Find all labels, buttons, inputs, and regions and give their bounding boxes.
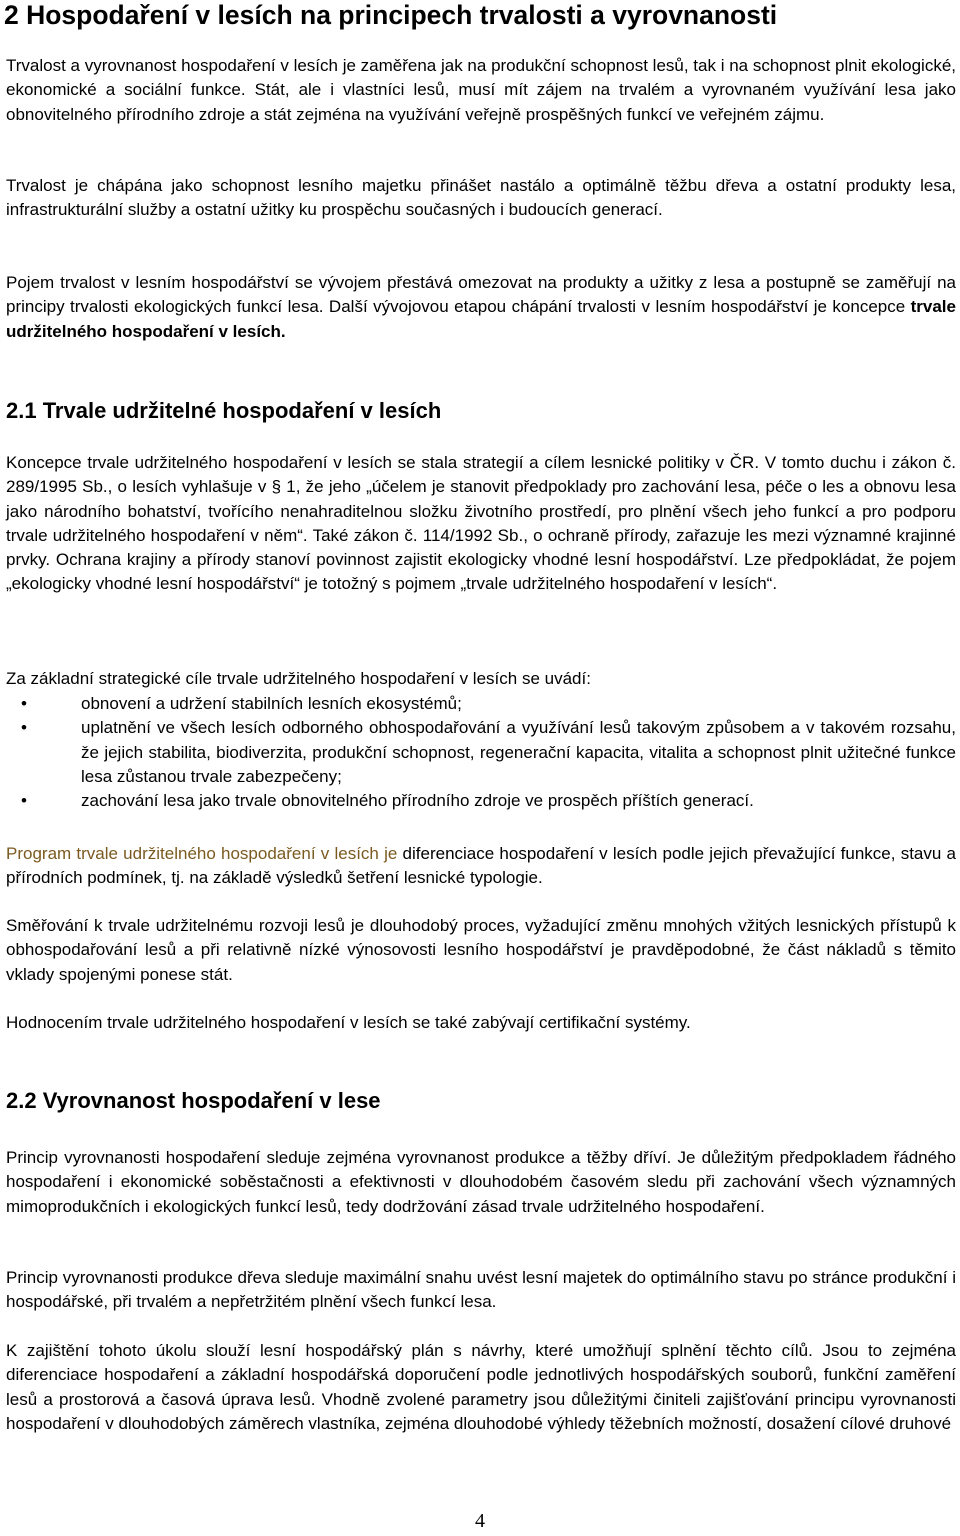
paragraph-concept-law: Koncepce trvale udržitelného hospodaření v lesích se stala strategií a cílem lesnické politiky v ČR. V tomto duchu i zákon č. 289/1995 Sb., o lesích vyhlašuje v § 1, že jeho „účelem je stanovit předpoklady pro zachování lesa, péče o les a obnovu lesa jako národního bohatství, tvořícího nenahraditelnou složku životního prostředí, pro plnění všech jeho funkcí a pro podporu trvale udržitelného hospodaření v něm“. Také zákon č. 114/1992 Sb., o ochraně přírody, zařazuje les mezi významné krajinné prvky. Ochrana krajiny a přírody stanoví povinnost zajistit ekologicky vhodné lesní hospodářství. Lze předpokládat, že pojem „ekologicky vhodné lesní hospodářství“ je totožný s pojmem „trvale udržitelného hospodaření v lesích“.: [6, 453, 956, 594]
goals-list: [6, 692, 956, 813]
page-number: 4: [475, 1510, 485, 1532]
paragraph-forest-plan: K zajištění tohoto úkolu slouží lesní hospodářský plán s návrhy, které umožňují splnění těchto cílů. Jsou to zejména diferenciace hospodaření a základní hospodářská doporučení podle jednotlivých hospodářských souborů, funkční zaměření lesů a prostorová a časová úprava lesů. Vhodně zvolené parametry jsou důležitými činiteli zajišťování principu vyrovnanosti hospodaření v dlouhodobých záměrech vlastníka, zejména dlouhodobé výhledy těžebních možností, dosažení cílové druhové: [6, 1341, 956, 1433]
paragraph-certification: Hodnocením trvale udržitelného hospodaření v lesích se také zabývají certifikační systémy.: [6, 1013, 691, 1032]
colored-phrase: Program trvale udržitelného hospodaření v lesích je: [6, 844, 398, 863]
paragraph-goals-intro: Za základní strategické cíle trvale udržitelného hospodaření v lesích se uvádí:: [6, 669, 591, 688]
paragraph-balance-principle: Princip vyrovnanosti hospodaření sleduje zejména vyrovnanost produkce a těžby dříví. Je důležitým předpokladem řádného hospodaření i ekonomické soběstačnosti a efektivnosti v dlouhodobém časovém sledu při zachování všech významných mimoprodukčních i ekologických funkcí lesů, tedy dodržování zásad trvale udržitelného hospodaření.: [6, 1148, 956, 1216]
list-item: • obnovení a udržení stabilních lesních ekosystémů;: [6, 692, 956, 716]
paragraph-intro: Trvalost a vyrovnanost hospodaření v lesích je zaměřena jak na produkční schopnost lesů, tak i na schopnost plnit ekologické, ekonomické a sociální funkce. Stát, ale i vlastníci lesů, musí mít zájem na trvalém a vyrovnaném využívání lesa jako obnovitelného přírodního zdroje a stát zejména na využívání veřejně prospěšných funkcí ve veřejném zájmu.: [6, 56, 957, 124]
section-heading-2-1: 2.1 Trvale udržitelné hospodaření v lesích: [6, 398, 442, 423]
section-heading-2-2: 2.2 Vyrovnanost hospodaření v lese: [6, 1088, 381, 1113]
paragraph-program: [6, 842, 956, 891]
paragraph-trvalost-evolution: [6, 271, 956, 344]
paragraph-text: Pojem trvalost v lesním hospodářství se vývojem přestává omezovat na produkty a užitky z lesa a postupně se zaměřují na principy trvalosti ekologických funkcí lesa. Další vývojovou etapou chápání trvalosti v lesním hospodářství je koncepce: [6, 273, 956, 317]
paragraph-direction: Směřování k trvale udržitelnému rozvoji lesů je dlouhodobý proces, vyžadující změnu mnohých vžitých lesnických přístupů k obhospodařování lesů a při relativně nízké výnosovosti lesního hospodářství je pravděpodobné, že část nákladů s těmito vklady spojenými ponese stát.: [6, 916, 956, 984]
paragraph-text: diferenciace hospodaření v lesích podle jejich převažující funkce, stavu a přírodních podmínek, tj. na základě výsledků šetření lesnické typologie.: [6, 844, 956, 888]
chapter-heading: 2 Hospodaření v lesích na principech trvalosti a vyrovnanosti: [4, 0, 778, 30]
paragraph-trvalost-definition: Trvalost je chápána jako schopnost lesního majetku přinášet nastálo a optimálně těžbu dřeva a ostatní produkty lesa, infrastrukturální služby a ostatní užitky ku prospěchu současných i budoucích generací.: [6, 176, 956, 220]
list-item: • zachování lesa jako trvale obnovitelného přírodního zdroje ve prospěch příštích generací.: [6, 789, 956, 813]
bold-phrase: trvale udržitelného hospodaření v lesích.: [6, 297, 956, 341]
paragraph-wood-production: Princip vyrovnanosti produkce dřeva sleduje maximální snahu uvést lesní majetek do optimálního stavu po stránce produkční i hospodářské, při trvalém a nepřetržitém plnění všech funkcí lesa.: [6, 1268, 956, 1312]
list-item: • uplatnění ve všech lesích odborného obhospodařování a využívání lesů takovým způsobem a v takovém rozsahu, že jejich stabilita, biodiverzita, produkční schopnost, regenerační kapacita, vitalita a schopnost plnit užitečné funkce lesa zůstanou trvale zabezpečeny;: [6, 716, 956, 789]
